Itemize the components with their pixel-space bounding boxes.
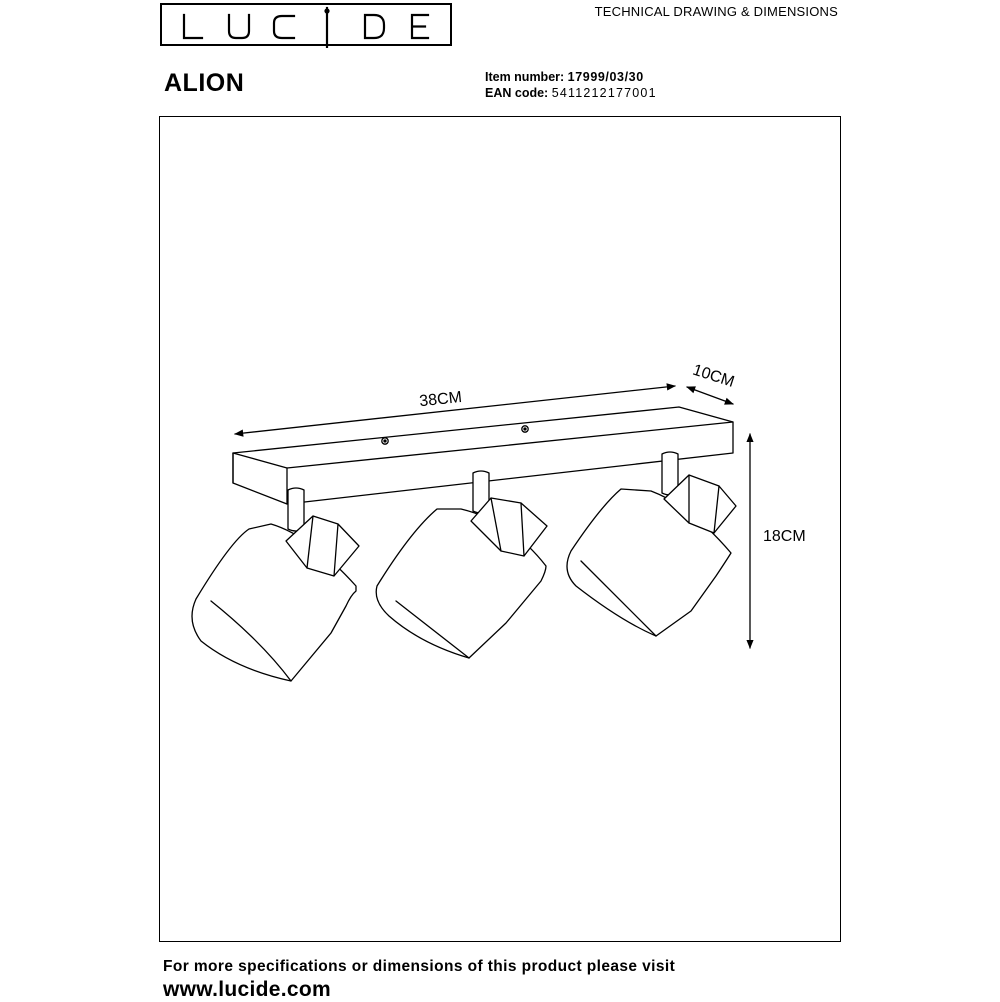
depth-dimension-line [687, 387, 733, 404]
lucide-logo-mark [162, 5, 454, 48]
ean-row [485, 85, 657, 101]
ean-label: EAN code: [485, 86, 549, 100]
item-number-value: 17999/03/30 [567, 70, 644, 84]
ean-value: 5411212177001 [551, 86, 657, 100]
brand-logo [160, 3, 452, 46]
item-number-row [485, 69, 657, 85]
technical-drawing [160, 117, 842, 943]
length-dimension-label: 38CM [418, 388, 463, 411]
item-number-label: Item number: [485, 70, 565, 84]
document-type-label: TECHNICAL DRAWING & DIMENSIONS [594, 4, 838, 19]
height-dimension-label: 18CM [763, 528, 806, 545]
product-name: ALION [164, 69, 245, 97]
depth-dimension-label: 10CM [690, 361, 737, 391]
product-meta [485, 69, 657, 101]
spotlight-left [192, 488, 359, 681]
spotlight-right [567, 452, 736, 636]
spotlight-middle [376, 471, 547, 658]
footer-note: For more specifications or dimensions of this product please visit [163, 958, 676, 975]
drawing-frame [159, 116, 841, 942]
website-link[interactable]: www.lucide.com [163, 978, 331, 1001]
